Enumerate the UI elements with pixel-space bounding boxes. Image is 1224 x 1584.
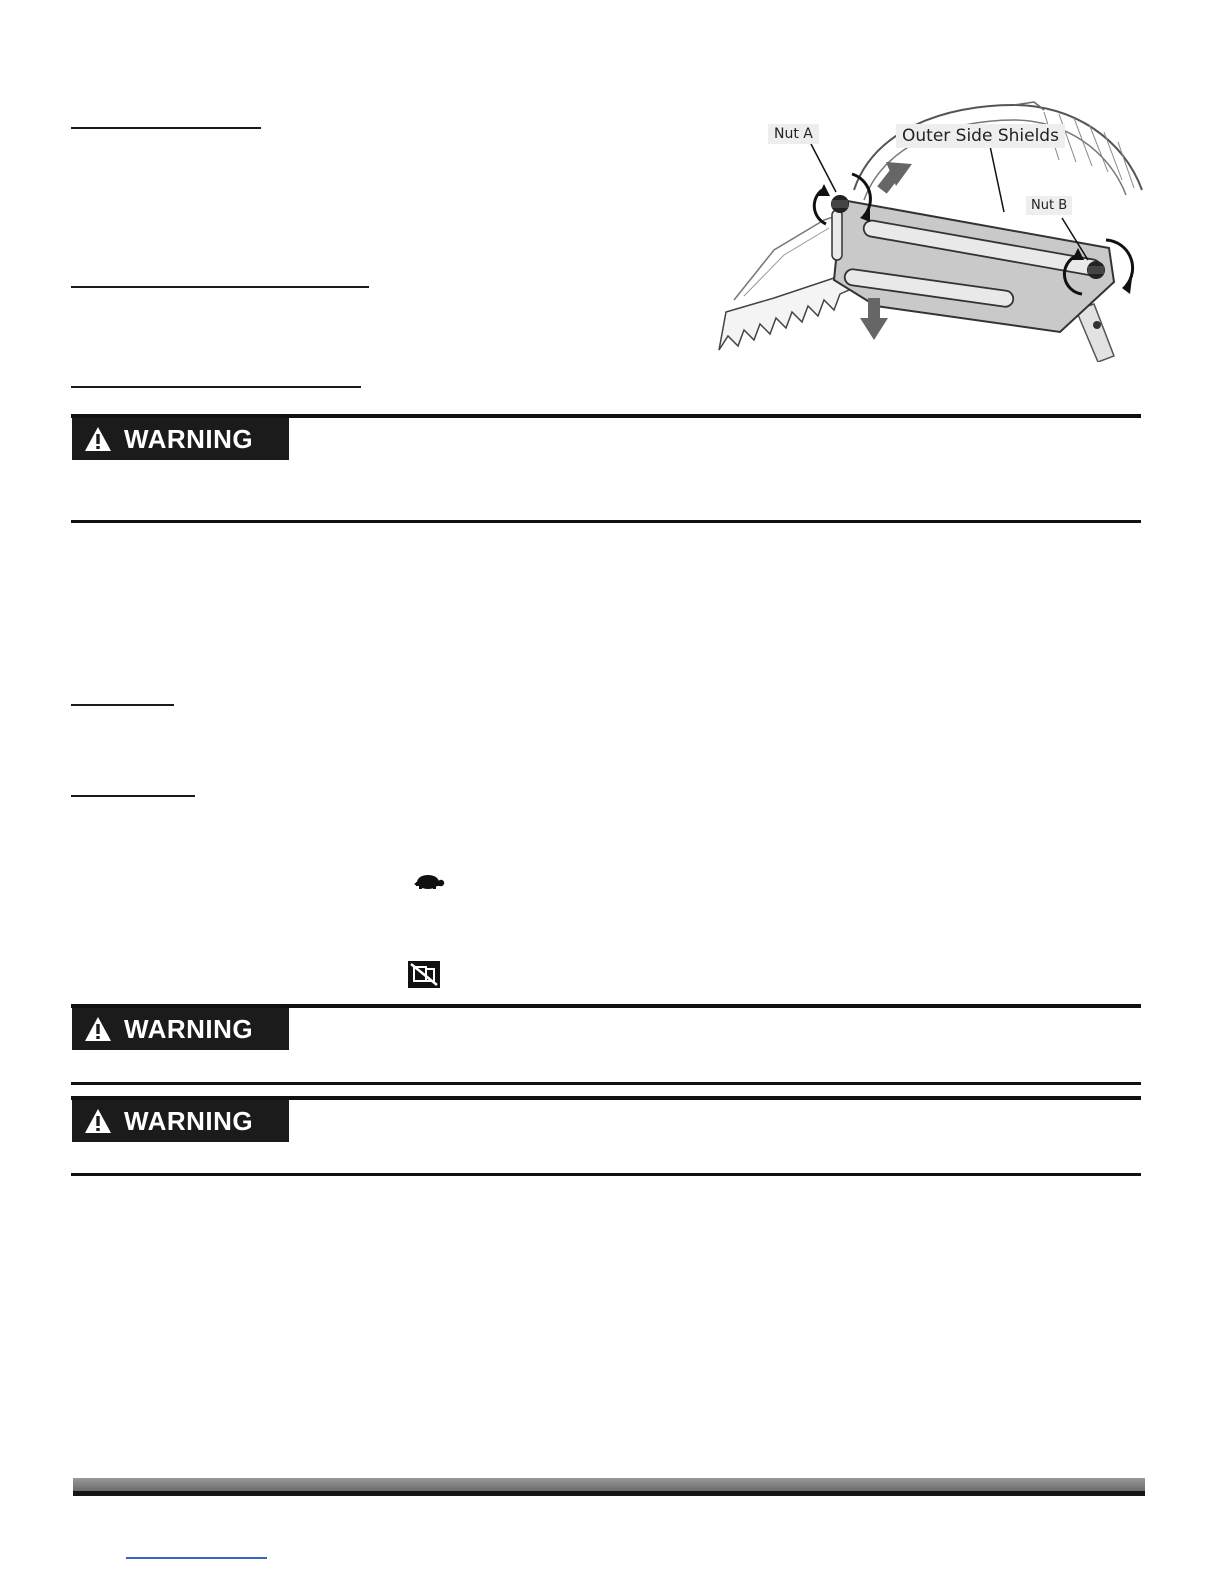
footer-band-dark (73, 1491, 1145, 1496)
warning-triangle-icon (84, 425, 112, 453)
warning-1-bottom-rule (71, 520, 1141, 523)
no-dust-bag-icon (408, 961, 440, 988)
warning-triangle-icon (84, 1107, 112, 1135)
warning-label: WARNING (124, 1105, 254, 1136)
section-heading-underline-3 (71, 386, 361, 388)
section-heading-underline-1 (71, 127, 261, 129)
turtle-icon (412, 870, 446, 892)
section-heading-underline-4 (71, 704, 174, 706)
warning-label: WARNING (124, 423, 254, 454)
warning-badge-3 (72, 1100, 289, 1142)
footer-link-underline[interactable] (126, 1557, 267, 1559)
section-heading-underline-2 (71, 286, 369, 288)
outer-side-shields-figure (714, 100, 1146, 362)
warning-3-bottom-rule (71, 1173, 1141, 1176)
warning-badge-2 (72, 1008, 289, 1050)
footer-band-gray (73, 1478, 1145, 1491)
warning-label: WARNING (124, 1013, 254, 1044)
warning-triangle-icon (84, 1015, 112, 1043)
outer-side-shields-callout: Outer Side Shields (896, 124, 1065, 148)
section-heading-underline-5 (71, 795, 195, 797)
warning-2-bottom-rule (71, 1082, 1141, 1085)
nut-b-callout: Nut B (1026, 196, 1072, 215)
warning-badge-1 (72, 418, 289, 460)
nut-a-callout: Nut A (768, 124, 819, 144)
